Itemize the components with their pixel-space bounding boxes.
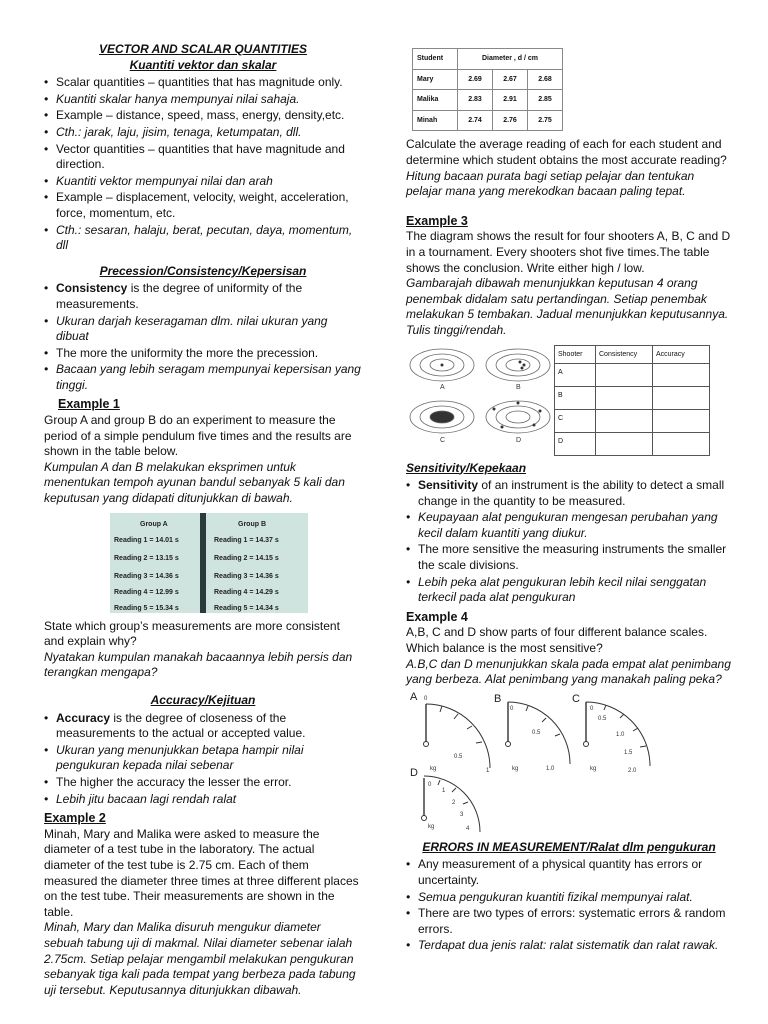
scale-tick: 0	[428, 781, 432, 788]
reading-a: Reading 2 = 13.15 s	[114, 554, 179, 562]
unit-label: kg	[428, 823, 435, 830]
student-name: Malika	[413, 90, 458, 111]
scale-tick: 0	[424, 695, 428, 702]
target-a	[410, 349, 474, 381]
table-row	[555, 433, 710, 456]
reading-b: Reading 4 = 14.29 s	[214, 588, 279, 596]
table-divider	[200, 513, 206, 613]
diameter-value: 2.69	[458, 69, 493, 90]
example-3-text: The diagram shows the result for four shooters A, B, C and D in a tournament. Every shooters shot five times.The table shows the conclusion. Write either high / low.	[406, 229, 731, 275]
reading-b: Reading 5 = 14.34 s	[214, 604, 279, 612]
scale-tick: 0	[590, 705, 594, 712]
diameter-value: 2.68	[528, 69, 563, 90]
sensitivity-bullet	[406, 478, 732, 509]
diameter-value: 2.67	[493, 69, 528, 90]
reading-b: Reading 2 = 14.15 s	[214, 554, 279, 562]
consistency-cell[interactable]	[596, 364, 653, 387]
scale-tick: 0.5	[598, 715, 607, 722]
target-label: A	[440, 383, 445, 391]
section-heading-sensitivity: Sensitivity/Kepekaan	[406, 460, 527, 475]
accuracy-cell[interactable]	[653, 387, 710, 410]
scales-svg	[406, 692, 732, 832]
consistency-cell[interactable]	[596, 387, 653, 410]
target-c	[410, 401, 474, 433]
intro-bullet: • Example – distance, speed, mass, energy, density,etc.	[44, 108, 362, 124]
accuracy-cell[interactable]	[653, 364, 710, 387]
scale-tick: 1.0	[616, 731, 625, 738]
group-a-header: Group A	[140, 520, 168, 528]
consistency-cell[interactable]	[596, 410, 653, 433]
scale-tick: 0.5	[532, 729, 541, 736]
scale-tick: 1.0	[546, 765, 555, 772]
scale-label: B	[494, 692, 502, 705]
scale-tick: 2.0	[628, 767, 637, 774]
example-1-text-ms: Kumpulan A dan B melakukan eksprimen untuk menentukan tempoh ayunan bandul sebanyak 5 kali dan keputusan yang didapati ditunjukkan di bawah.	[44, 459, 345, 506]
target-label: C	[440, 436, 446, 444]
example-2-text: Minah, Mary and Malika were asked to measure the diameter of a test tube in the laboratory. The actual diameter of the test tube is 2.75 cm. Each of them measured the diameter three times at three different places on the test tube. Their measurements are shown in the table.	[44, 826, 359, 919]
page-subtitle: Kuantiti vektor dan skalar	[129, 57, 277, 72]
example-4-text-ms: A.B,C dan D menunjukkan skala pada empat alat penimbang yang berbeza. Alat penimbang yang manakah paling peka?	[406, 656, 731, 687]
accuracy-bullet	[44, 711, 362, 742]
table-row	[555, 387, 710, 410]
scale-tick: 1.5	[624, 749, 633, 756]
diameter-value: 2.74	[458, 110, 493, 131]
diameter-value: 2.75	[528, 110, 563, 131]
scale-tick: 4	[466, 825, 470, 832]
diameter-table	[412, 48, 563, 131]
example-1-question-ms: Nyatakan kumpulan manakah bacaannya lebih persis dan terangkan mengapa?	[44, 649, 353, 680]
shooter-id: D	[555, 433, 596, 456]
shooter-table-header: Consistency	[596, 345, 653, 364]
errors-bullet: • Semua pengukuran kuantiti fizikal mempunyai ralat.	[406, 890, 732, 906]
shooting-targets-figure	[406, 343, 732, 453]
table-row	[413, 69, 563, 90]
scale-c	[572, 693, 650, 774]
errors-bullet: • Any measurement of a physical quantity has errors or uncertainty.	[406, 857, 732, 888]
diameter-table-header: Diameter , d / cm	[458, 49, 563, 70]
precession-bullet: • Bacaan yang lebih seragam mempunyai kepersisan yang tinggi.	[44, 362, 362, 393]
scale-a	[410, 692, 490, 774]
scale-tick: 0.5	[454, 753, 463, 760]
reading-b: Reading 3 = 14.36 s	[214, 572, 279, 580]
shooter-table-header: Accuracy	[653, 345, 710, 364]
example-2-text-ms: Minah, Mary dan Malika disuruh mengukur diameter sebuah tabung uji di makmal. Nilai diameter sebenar ialah 2.75cm. Setiap pelajar mengambil melakukan pengukuran sebanyak tiga kali pada tempat yang berbeza pada tabung uji tersebut. Keputusannya ditunjukkan dibawah.	[44, 920, 356, 997]
pendulum-readings-table	[110, 513, 308, 613]
precession-bullet: • The more the uniformity the more the precession.	[44, 346, 362, 362]
group-b-header: Group B	[238, 520, 266, 528]
diameter-value: 2.83	[458, 90, 493, 111]
target-d	[486, 401, 550, 433]
sensitivity-bullet: • Keupayaan alat pengukuran mengesan perubahan yang kecil dalam kuantiti yang diukur.	[406, 510, 732, 541]
intro-bullet: • Vector quantities – quantities that have magnitude and direction.	[44, 142, 362, 173]
intro-bullet: • Kuantiti vektor mempunyai nilai dan arah	[44, 174, 362, 190]
consistency-cell[interactable]	[596, 433, 653, 456]
scale-b	[494, 693, 570, 772]
section-heading-precession: Precession/Consistency/Kepersisan	[99, 263, 307, 278]
scale-tick: 0	[510, 705, 514, 712]
term-consistency: Consistency	[56, 281, 128, 296]
accuracy-bullet: • Lebih jitu bacaan lagi rendah ralat	[44, 792, 362, 808]
accuracy-cell[interactable]	[653, 433, 710, 456]
shooter-table	[554, 345, 710, 457]
section-heading-accuracy: Accuracy/Kejituan	[150, 693, 256, 707]
diameter-value: 2.91	[493, 90, 528, 111]
errors-bullet: • There are two types of errors: systematic errors & random errors.	[406, 906, 732, 937]
example-2-question-ms: Hitung bacaan purata bagi setiap pelajar dan tentukan pelajar mana yang merekodkan bacaan paling tepat.	[406, 168, 695, 199]
target-label: B	[516, 383, 521, 391]
sensitivity-bullet: • The more sensitive the measuring instruments the smaller the scale divisions.	[406, 542, 732, 573]
sensitivity-text: of an instrument is the ability to detect a small change in the quantity to be measured.	[418, 478, 725, 508]
table-row	[555, 410, 710, 433]
scale-tick: 2	[452, 799, 456, 806]
table-row	[413, 90, 563, 111]
target-label: D	[516, 436, 522, 444]
student-name: Minah	[413, 110, 458, 131]
reading-a: Reading 5 = 15.34 s	[114, 604, 179, 612]
term-sensitivity: Sensitivity	[418, 478, 479, 493]
scale-label: D	[410, 766, 418, 779]
targets-svg	[406, 343, 556, 453]
diameter-value: 2.85	[528, 90, 563, 111]
example-2-label: Example 2	[44, 811, 106, 826]
example-4-label: Example 4	[406, 609, 468, 624]
scale-label: A	[410, 691, 418, 703]
accuracy-bullet: • Ukuran yang menunjukkan betapa hampir nilai pengukuran kepada nilai sebenar	[44, 743, 362, 774]
precession-bullet: • Ukuran darjah keseragaman dlm. nilai ukuran yang dibuat	[44, 314, 362, 345]
example-4-text: A,B, C and D show parts of four different balance scales. Which balance is the most sensitive?	[406, 625, 708, 656]
page-title: VECTOR AND SCALAR QUANTITIES	[98, 42, 307, 56]
scale-d	[410, 767, 480, 832]
accuracy-cell[interactable]	[653, 410, 710, 433]
example-1-label: Example 1	[58, 397, 120, 412]
shooter-table-header: Shooter	[555, 345, 596, 364]
shooter-id: A	[555, 364, 596, 387]
scale-label: C	[572, 692, 580, 705]
accuracy-text: is the degree of closeness of the measurements to the actual or accepted value.	[56, 710, 306, 741]
precession-text: is the degree of uniformity of the measurements.	[56, 281, 303, 311]
unit-label: kg	[512, 765, 519, 772]
table-row	[413, 110, 563, 131]
precession-bullet	[44, 281, 362, 312]
reading-a: Reading 3 = 14.36 s	[114, 572, 179, 580]
right-column	[406, 44, 732, 955]
intro-bullet: • Scalar quantities – quantities that has magnitude only.	[44, 75, 362, 91]
section-heading-errors: ERRORS IN MEASUREMENT/Ralat dlm pengukuran	[422, 839, 716, 854]
intro-bullet: • Example – displacement, velocity, weight, acceleration, force, momentum, etc.	[44, 190, 362, 221]
unit-label: kg	[430, 765, 437, 772]
balance-scales-figure	[406, 692, 732, 832]
term-accuracy: Accuracy	[56, 710, 111, 725]
unit-label: kg	[590, 765, 597, 772]
intro-bullet: • Kuantiti skalar hanya mempunyai nilai sahaja.	[44, 92, 362, 108]
scale-tick: 1	[442, 787, 446, 794]
example-3-label: Example 3	[406, 213, 468, 228]
student-name: Mary	[413, 69, 458, 90]
example-2-question: Calculate the average reading of each for each student and determine which student obtains the most accurate reading?	[406, 137, 727, 167]
example-1-question: State which group’s measurements are more consistent and explain why?	[44, 618, 340, 649]
errors-bullet: • Terdapat dua jenis ralat: ralat sistematik dan ralat rawak.	[406, 938, 732, 954]
shooter-id: C	[555, 410, 596, 433]
accuracy-bullet: • The higher the accuracy the lesser the error.	[44, 775, 362, 791]
shooter-id: B	[555, 387, 596, 410]
diameter-table-header: Student	[413, 49, 458, 70]
scale-tick: 3	[460, 811, 464, 818]
sensitivity-bullet: • Lebih peka alat pengukuran lebih kecil nilai senggatan terkecil pada alat pengukuran	[406, 575, 732, 606]
target-b	[486, 349, 550, 381]
scale-tick: 1	[486, 767, 490, 774]
example-3-text-ms: Gambarajah dibawah menunjukkan keputusan 4 orang penembak didalam satu pertandingan. Setiap penembak melakukan 5 tembakan. Jadual menunjukkan keputusannya. Tulis tinggi/rendah.	[406, 276, 729, 337]
example-1-text: Group A and group B do an experiment to measure the period of a simple pendulum five times and the results are shown in the table below.	[44, 413, 352, 459]
reading-b: Reading 1 = 14.37 s	[214, 536, 279, 544]
reading-a: Reading 1 = 14.01 s	[114, 536, 179, 544]
intro-bullet: • Cth.: jarak, laju, jisim, tenaga, ketumpatan, dll.	[44, 125, 362, 141]
diameter-value: 2.76	[493, 110, 528, 131]
intro-bullet: • Cth.: sesaran, halaju, berat, pecutan, daya, momentum, dll	[44, 223, 362, 254]
table-row	[555, 364, 710, 387]
left-column	[44, 42, 362, 998]
reading-a: Reading 4 = 12.99 s	[114, 588, 179, 596]
